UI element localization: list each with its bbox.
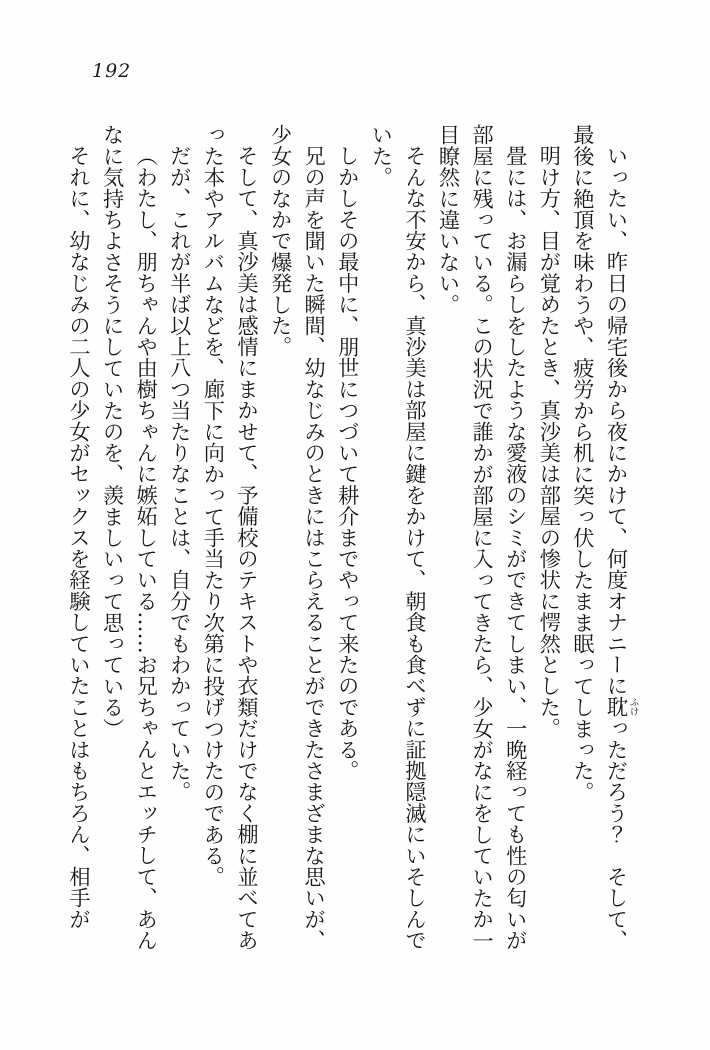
paragraph: そして、真沙美は感情にまかせて、予備校のテキストや衣類だけでなく棚に並べてあった本やアルバムなどを、廊下に向かって手当たり次第に投げつけたのである。 <box>201 124 260 951</box>
paragraph: （わたし、朋ちゃんや由樹ちゃんに嫉妬している……お兄ちゃんとエッチして、あんなに気持ちよさそうにしていたのを、羨ましいって思っている） <box>100 124 160 951</box>
page-number: 192 <box>92 60 132 82</box>
paragraph: それに、幼なじみの二人の少女がセックスを経験していたことはもちろん、相手が <box>67 145 92 930</box>
paragraph: いったい、昨日の帰宅後から夜にかけて、何度オナニーに耽ふけっただろう？ そして、最後に絶頂を味わうや、疲労から机に突っ伏したまま眠ってしまった。 <box>570 124 639 951</box>
paragraph: しかしその最中に、朋世につづいて耕介までやって来たのである。 <box>335 145 361 782</box>
paragraph: 明け方、目が覚めたとき、真沙美は部屋の惨状に愕然とした。 <box>537 145 563 739</box>
paragraph: 畳には、お漏らしをしたような愛液のシミができてしまい、一晩経っても性の匂いが部屋に残っている。この状況で誰かが部屋に入ってきたら、少女がなにをしていたか一目瞭然に違いない。 <box>436 124 529 951</box>
page-text <box>62 124 638 954</box>
paragraph: だが、これが半ば以上八つ当たりなことは、自分でもわかっていた。 <box>167 145 193 803</box>
furigana-text: ふけ <box>627 696 639 718</box>
furigana-annotated-word: 耽ふけ <box>604 696 639 718</box>
paragraph: そんな不安から、真沙美は部屋に鍵をかけて、朝食も食べずに証拠隠滅にいそしんでいた。 <box>369 124 428 951</box>
paragraph: 兄の声を聞いた瞬間、幼なじみのときにはこらえることができたさまざまな思いが、少女のなかで爆発した。 <box>268 124 328 951</box>
